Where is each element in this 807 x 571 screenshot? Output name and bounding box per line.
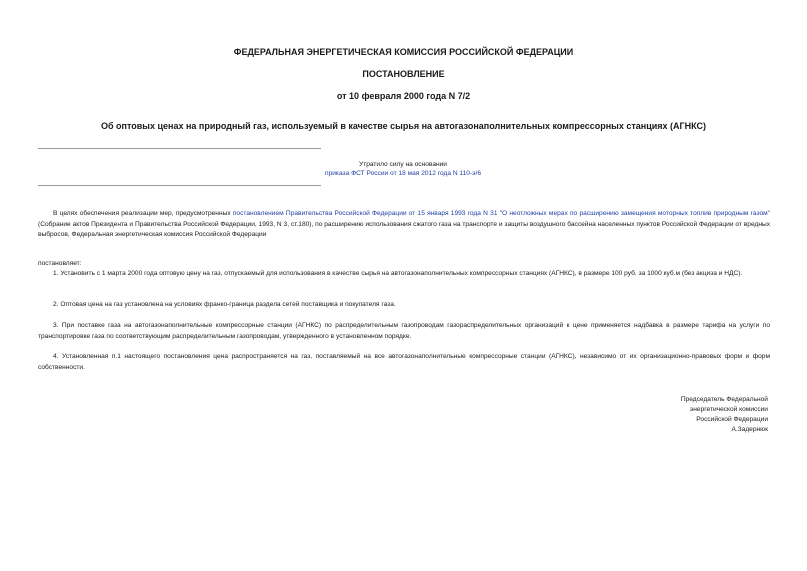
preamble-text-after: (Собрание актов Президента и Правительства Российской Федерации, 1993, N 3, ст.180), по расширению использования сжатого газа на транспорте и защиты воздушного бассейна населенных пунктов Российской Федерации от вредных выбросов, Федеральная энергетическая комиссия Российской Федерации	[38, 220, 770, 238]
signature-line-1: Председатель Федеральной	[680, 396, 768, 403]
divider-top	[38, 148, 321, 149]
clause-4: 4. Установленная п.1 настоящего постановления цена распространяется на газ, поставляемый на все автогазонаполнительные компрессорные станции (АГНКС), независимо от их организационно-правовых форм и форм собственности.	[38, 353, 770, 371]
signature-line-2: энергетической комиссии	[689, 406, 768, 413]
signatory-name: А.Задернюк	[731, 426, 768, 433]
clause-1: 1. Установить с 1 марта 2000 года оптовую цену на газ, отпускаемый для использования в качестве сырья на автогазонаполнительных компрессорных станциях (АГНКС), в размере 100 руб. за 1000 куб.м (без акциза и НДС).	[53, 270, 743, 277]
preamble-paragraph	[38, 209, 770, 241]
signature-block	[560, 395, 768, 435]
clause-2: 2. Оптовая цена на газ установлена на условиях франко-граница раздела сетей поставщика и покупателя газа.	[53, 301, 396, 308]
decree-word: постановляет:	[38, 260, 82, 267]
document-date-number: от 10 февраля 2000 года N 7/2	[336, 91, 471, 101]
signature-line-3: Российской Федерации	[696, 416, 768, 423]
document-title: Об оптовых ценах на природный газ, используемый в качестве сырья на автогазонаполнительных компрессорных станциях (АГНКС)	[100, 121, 707, 131]
clause-3: 3. При поставке газа на автогазонаполнительные компрессорные станции (АГНКС) по распределительным газопроводам газораспределительных организаций к цене применяется надбавка в размере тарифа на услуги по транспортировке газа по соответствующим распределительным газопроводам, утвержденного в установленном порядке.	[38, 322, 770, 340]
agency-name: ФЕДЕРАЛЬНАЯ ЭНЕРГЕТИЧЕСКАЯ КОМИССИЯ РОССИЙСКОЙ ФЕДЕРАЦИИ	[233, 47, 574, 57]
repeal-notice-text: Утратило силу на основании	[359, 161, 447, 168]
document-type: ПОСТАНОВЛЕНИЕ	[362, 69, 445, 79]
preamble-text-before: В целях обеспечения реализации мер, предусмотренных	[53, 210, 233, 217]
government-decree-link[interactable]: постановлением Правительства Российской Федерации от 15 января 1993 года N 31 "О неотложных мерах по расширению замещения моторных топлив природным газом"	[232, 210, 770, 217]
repeal-order-link[interactable]: приказа ФСТ России от 18 мая 2012 года N 110-э/6	[325, 170, 481, 177]
divider-bottom	[38, 185, 321, 186]
repeal-notice	[290, 160, 516, 178]
